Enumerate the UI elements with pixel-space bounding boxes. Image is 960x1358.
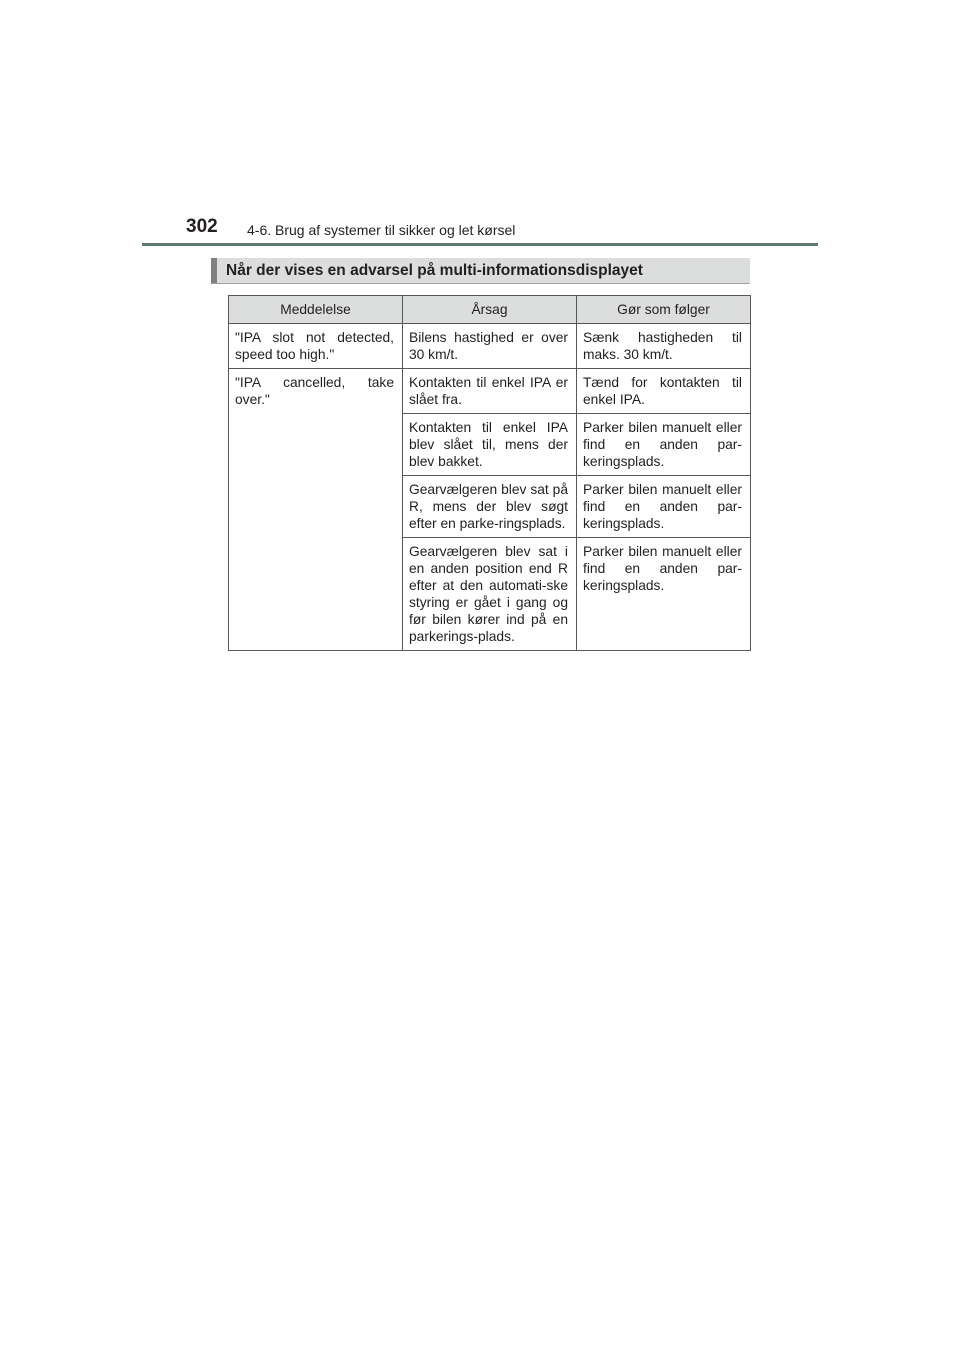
- header-cause: Årsag: [403, 296, 577, 324]
- action-cell: Parker bilen manuelt eller find en anden par-keringsplads.: [577, 476, 751, 538]
- running-head: 4-6. Brug af systemer til sikker og let kørsel: [247, 222, 516, 238]
- action-cell: Sænk hastigheden til maks. 30 km/t.: [577, 324, 751, 369]
- page-number: 302: [186, 216, 218, 237]
- cause-cell: Bilens hastighed er over 30 km/t.: [403, 324, 577, 369]
- action-cell: Tænd for kontakten til enkel IPA.: [577, 369, 751, 414]
- message-cell: "IPA slot not detected, speed too high.": [229, 324, 403, 369]
- section-heading: [211, 258, 750, 284]
- cause-cell: Kontakten til enkel IPA blev slået til, mens der blev bakket.: [403, 414, 577, 476]
- header-message: Meddelelse: [229, 296, 403, 324]
- table-header-row: [229, 296, 751, 324]
- cause-cell: Gearvælgeren blev sat på R, mens der blev søgt efter en parke-ringsplads.: [403, 476, 577, 538]
- header-rule: [142, 243, 818, 246]
- section-heading-title: Når der vises en advarsel på multi-informationsdisplayet: [226, 262, 643, 279]
- section-heading-bar: [211, 258, 217, 283]
- message-cell: "IPA cancelled, take over.": [229, 369, 403, 651]
- cause-cell: Kontakten til enkel IPA er slået fra.: [403, 369, 577, 414]
- table-row: [229, 369, 751, 414]
- cause-cell: Gearvælgeren blev sat i en anden position end R efter at den automati-ske styring er gået i gang og før bilen kører ind på en parkerings-plads.: [403, 538, 577, 651]
- action-cell: Parker bilen manuelt eller find en anden par-keringsplads.: [577, 414, 751, 476]
- warning-messages-table: [228, 295, 751, 651]
- table-row: [229, 324, 751, 369]
- action-cell: Parker bilen manuelt eller find en anden par-keringsplads.: [577, 538, 751, 651]
- header-action: Gør som følger: [577, 296, 751, 324]
